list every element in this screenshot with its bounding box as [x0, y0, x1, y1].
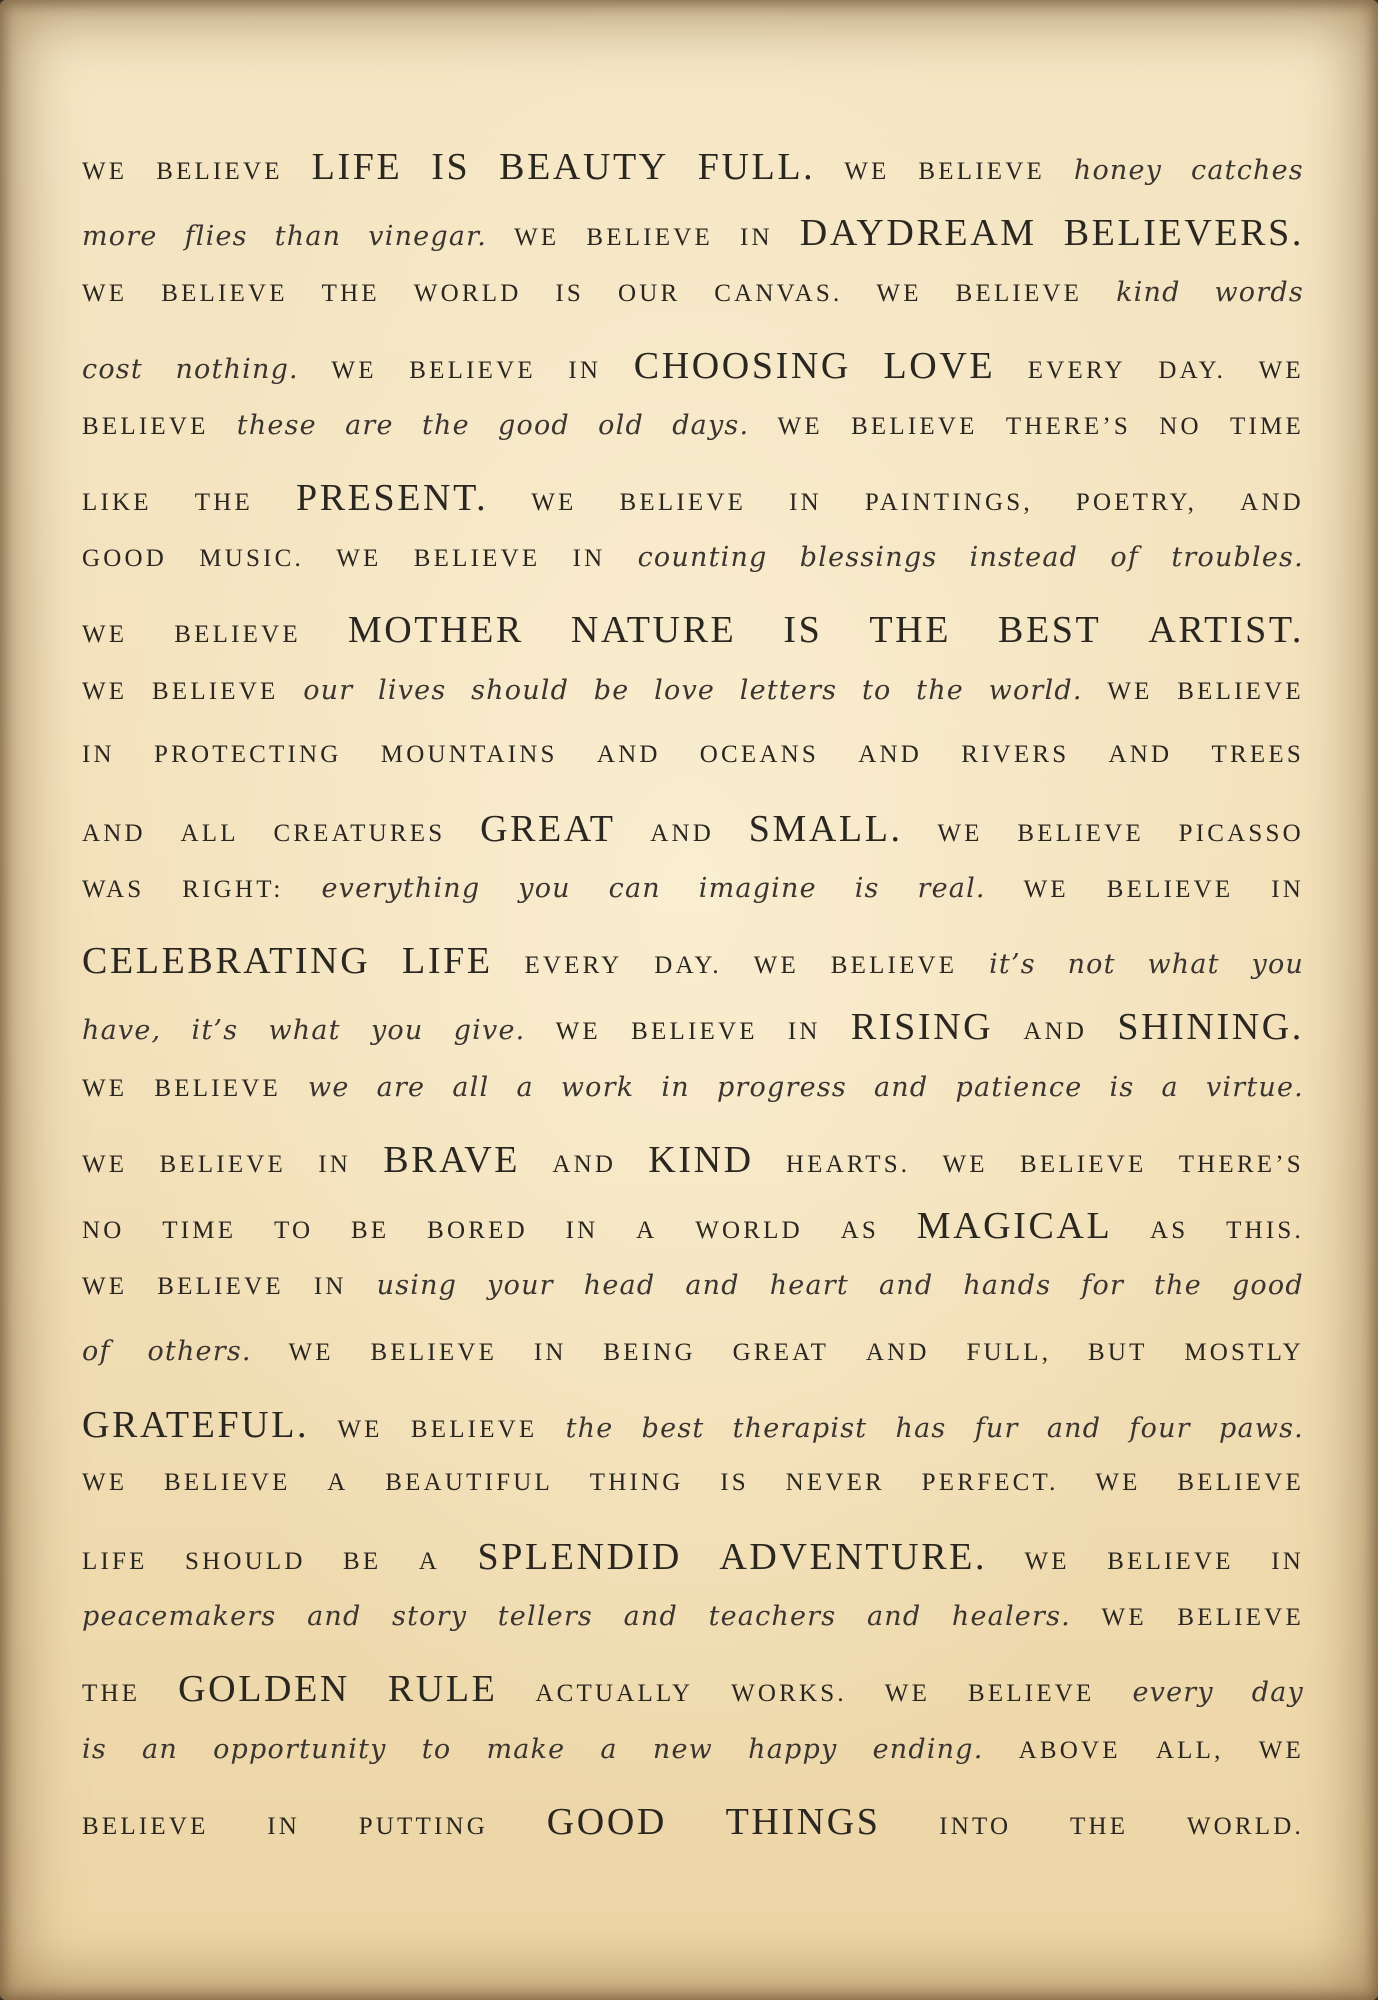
small-caps-word: WE — [336, 545, 382, 573]
italic-phrase-word: patience — [955, 1071, 1083, 1103]
small-caps-word: WE — [1101, 1604, 1147, 1632]
small-caps-word: OCEANS — [699, 740, 820, 768]
small-caps-word: IN — [313, 1273, 347, 1301]
italic-phrase-word: a — [600, 1733, 618, 1765]
manifesto-line — [82, 1204, 1304, 1270]
emphasis-word: GOOD — [546, 1800, 667, 1843]
small-caps-word: BELIEVE — [1106, 876, 1234, 904]
small-caps-word: WE — [82, 1273, 128, 1301]
manifesto-line — [82, 1734, 1304, 1800]
small-caps-word: ALL — [180, 819, 239, 847]
small-caps-word: AND — [596, 740, 661, 768]
small-caps-word: MUSIC. — [199, 545, 304, 573]
emphasis-word: THE — [869, 609, 952, 652]
small-caps-word: EVERY — [1027, 356, 1126, 384]
italic-phrase-word: every — [1132, 1677, 1214, 1709]
small-caps-word: WE — [1023, 876, 1069, 904]
small-caps-word: BELIEVE — [157, 1273, 284, 1301]
italic-phrase-word: what — [268, 1015, 341, 1047]
italic-phrase-word: four — [1129, 1412, 1191, 1444]
small-caps-word: AS — [1150, 1217, 1189, 1244]
emphasis-word: GREAT — [480, 807, 616, 850]
emphasis-word: CHOOSING — [633, 344, 851, 387]
small-caps-word: WE — [876, 280, 922, 308]
italic-phrase-word: and — [623, 1601, 678, 1633]
small-caps-word: WORKS. — [731, 1680, 847, 1708]
italic-phrase-word: the — [565, 1412, 614, 1444]
small-caps-word: AND — [1023, 1018, 1088, 1046]
small-caps-word: WE — [514, 224, 560, 252]
italic-phrase-word: your — [487, 1270, 554, 1302]
small-caps-word: AND — [858, 740, 922, 768]
manifesto-line — [82, 608, 1304, 674]
small-caps-word: IN — [787, 1018, 821, 1046]
small-caps-word: BELIEVE — [156, 158, 283, 185]
italic-phrase-word: new — [652, 1733, 713, 1765]
small-caps-word: HEARTS. — [785, 1150, 911, 1178]
italic-phrase-word: work — [560, 1071, 635, 1103]
small-caps-word: OUR — [617, 280, 681, 308]
italic-phrase-word: you — [1251, 949, 1304, 981]
manifesto-line — [82, 410, 1304, 476]
emphasis-word: LIFE — [402, 940, 493, 983]
small-caps-word: IN — [1271, 1547, 1304, 1575]
italic-phrase-word: happy — [748, 1733, 838, 1765]
italic-phrase-word: old — [598, 409, 644, 441]
italic-phrase-word: honey — [1073, 155, 1163, 186]
small-caps-word: BELIEVE — [1107, 1547, 1234, 1575]
small-caps-word: WE — [288, 1339, 334, 1367]
italic-phrase-word: blessings — [799, 542, 938, 574]
small-caps-word: BELIEVE — [955, 280, 1083, 308]
manifesto-text — [82, 145, 1304, 1866]
small-caps-word: GREAT — [732, 1339, 830, 1367]
italic-phrase-word: cost — [82, 353, 143, 385]
small-caps-word: LIKE — [82, 488, 152, 516]
small-caps-word: WE — [82, 677, 128, 705]
small-caps-word: WE — [82, 621, 128, 649]
small-caps-word: PICASSO — [1178, 819, 1304, 847]
emphasis-word: GOLDEN — [178, 1668, 350, 1711]
manifesto-line — [82, 476, 1304, 542]
small-caps-word: CANVAS. — [714, 280, 843, 308]
italic-phrase-word: love — [654, 674, 716, 706]
italic-phrase-word: everything — [321, 873, 481, 905]
italic-phrase-word: and — [878, 1270, 934, 1302]
emphasis-word: SMALL. — [748, 807, 903, 850]
small-caps-word: AS — [840, 1217, 879, 1244]
italic-phrase-word: make — [486, 1733, 566, 1765]
italic-phrase-word: has — [895, 1412, 947, 1444]
emphasis-word: BEST — [998, 609, 1102, 652]
small-caps-word: WE — [942, 1150, 988, 1178]
small-caps-word: BELIEVE — [1177, 1604, 1304, 1632]
italic-phrase-word: therapist — [732, 1412, 868, 1444]
manifesto-line — [82, 344, 1304, 410]
italic-phrase-word: should — [471, 674, 570, 706]
manifesto-line — [82, 1601, 1304, 1667]
small-caps-word: WE — [82, 1074, 128, 1102]
small-caps-word: THE — [1069, 1812, 1129, 1840]
italic-phrase-word: and — [866, 1601, 922, 1633]
emphasis-word: PRESENT. — [296, 476, 489, 519]
small-caps-word: THERE’S — [1005, 412, 1132, 440]
italic-phrase-word: an — [142, 1733, 178, 1765]
small-caps-word: THERE’S — [1178, 1150, 1304, 1178]
italic-phrase-word: more — [82, 221, 158, 253]
manifesto-line — [82, 1270, 1304, 1336]
manifesto-line — [82, 939, 1304, 1005]
italic-phrase-word: teachers — [708, 1601, 837, 1633]
small-caps-word: THE — [82, 1680, 141, 1708]
italic-phrase-word: flies — [184, 221, 248, 253]
small-caps-word: BELIEVE — [586, 224, 713, 252]
italic-phrase-word: letters — [739, 674, 838, 706]
manifesto-line — [82, 1800, 1304, 1866]
small-caps-word: WORLD — [695, 1217, 803, 1244]
small-caps-word: BELIEVE — [151, 677, 279, 705]
italic-phrase-word: it’s — [191, 1015, 239, 1047]
small-caps-word: IN — [318, 1150, 352, 1178]
italic-phrase-word: are — [376, 1071, 426, 1103]
small-caps-word: BELIEVE — [164, 1468, 291, 1496]
small-caps-word: DAY. — [1158, 356, 1227, 384]
manifesto-line — [82, 873, 1304, 939]
small-caps-word: EVERY — [524, 952, 623, 980]
small-caps-word: A — [327, 1468, 349, 1496]
italic-phrase-word: you — [370, 1015, 424, 1047]
emphasis-word: SHINING. — [1117, 1006, 1304, 1049]
italic-phrase-word: healers. — [951, 1601, 1071, 1633]
small-caps-word: FULL, — [966, 1339, 1052, 1367]
italic-phrase-word: our — [303, 674, 354, 706]
small-caps-word: A — [418, 1547, 441, 1575]
italic-phrase-word: heart — [769, 1270, 849, 1302]
small-caps-word: TIME — [162, 1217, 237, 1244]
small-caps-word: THE — [321, 280, 380, 308]
small-caps-word: IN — [1271, 876, 1304, 904]
italic-phrase-word: virtue. — [1205, 1071, 1304, 1103]
small-caps-word: BELIEVE — [82, 412, 209, 440]
small-caps-word: PUTTING — [358, 1812, 489, 1840]
italic-phrase-word: you — [518, 873, 571, 905]
small-caps-word: IN — [739, 224, 773, 252]
small-caps-word: ALL, — [1155, 1736, 1224, 1764]
small-caps-word: RIVERS — [961, 740, 1070, 768]
italic-phrase-word: fur — [974, 1412, 1019, 1444]
italic-phrase-word: it’s — [989, 949, 1036, 981]
small-caps-word: IN — [789, 488, 822, 516]
small-caps-word: BELIEVE — [161, 280, 288, 308]
italic-phrase-word: using — [376, 1270, 458, 1302]
italic-phrase-word: for — [1081, 1270, 1125, 1302]
small-caps-word: WORLD — [413, 280, 522, 308]
italic-phrase-word: peacemakers — [82, 1601, 277, 1633]
italic-phrase-word: imagine — [698, 873, 817, 905]
small-caps-word: DAY. — [654, 952, 722, 980]
italic-phrase-word: all — [452, 1071, 490, 1103]
italic-phrase-word: is — [82, 1733, 107, 1765]
small-caps-word: BELIEVE — [1019, 1150, 1147, 1178]
manifesto-line — [82, 1667, 1304, 1733]
italic-phrase-word: day — [1251, 1677, 1304, 1709]
small-caps-word: WE — [777, 412, 823, 440]
small-caps-word: BELIEVE — [174, 621, 301, 649]
italic-phrase-word: to — [421, 1733, 452, 1765]
small-caps-word: ACTUALLY — [535, 1680, 694, 1708]
small-caps-word: WE — [1107, 677, 1153, 705]
small-caps-word: WE — [82, 280, 128, 308]
small-caps-word: BELIEVE — [1177, 1468, 1304, 1496]
italic-phrase-word: others. — [147, 1336, 252, 1368]
small-caps-word: BELIEVE — [410, 1415, 538, 1443]
small-caps-word: PERFECT. — [921, 1468, 1059, 1496]
small-caps-word: BELIEVE — [619, 488, 747, 516]
emphasis-word: ADVENTURE. — [719, 1535, 988, 1578]
italic-phrase-word: best — [641, 1412, 705, 1444]
emphasis-word: RISING — [850, 1006, 994, 1049]
small-caps-word: NEVER — [785, 1468, 885, 1496]
italic-phrase-word: kind — [1116, 277, 1181, 309]
italic-phrase-word: a — [516, 1071, 534, 1103]
italic-phrase-word: can — [608, 873, 661, 905]
emphasis-word: BEAUTY — [499, 146, 669, 188]
small-caps-word: WE — [82, 158, 128, 185]
manifesto-line — [82, 211, 1304, 277]
emphasis-word: LIFE — [311, 146, 403, 188]
small-caps-word: BELIEVE — [1017, 819, 1144, 847]
small-caps-word: GOOD — [82, 545, 168, 573]
small-caps-word: PROTECTING — [154, 740, 342, 768]
small-caps-word: POETRY, — [1075, 488, 1198, 516]
small-caps-word: WE — [884, 1680, 931, 1708]
italic-phrase-word: nothing. — [175, 353, 299, 385]
small-caps-word: BELIEVE — [1177, 677, 1304, 705]
emphasis-word: LOVE — [883, 344, 996, 387]
italic-phrase-word: hands — [963, 1270, 1052, 1302]
small-caps-word: BE — [343, 1547, 382, 1575]
small-caps-word: WE — [331, 356, 377, 384]
italic-phrase-word: these — [236, 409, 317, 441]
italic-phrase-word: and — [1046, 1412, 1102, 1444]
italic-phrase-word: story — [392, 1601, 468, 1633]
small-caps-word: AND — [650, 819, 715, 847]
small-caps-word: TIME — [1230, 412, 1304, 440]
small-caps-word: WE — [1258, 356, 1304, 384]
small-caps-word: WE — [337, 1415, 383, 1443]
small-caps-word: BELIEVE — [918, 158, 1045, 185]
italic-phrase-word: the — [916, 674, 964, 706]
small-caps-word: BORED — [427, 1217, 528, 1244]
small-caps-word: NO — [82, 1217, 125, 1244]
italic-phrase-word: counting — [637, 542, 768, 574]
small-caps-word: NO — [1159, 412, 1202, 440]
small-caps-word: CREATURES — [273, 819, 446, 847]
manifesto-line — [82, 1535, 1304, 1601]
italic-phrase-word: vinegar. — [368, 221, 488, 253]
small-caps-word: TREES — [1211, 740, 1304, 768]
italic-phrase-word: and — [307, 1601, 362, 1633]
small-caps-word: LIFE — [82, 1547, 148, 1575]
italic-phrase-word: real. — [917, 873, 986, 905]
italic-phrase-word: head — [583, 1270, 656, 1302]
small-caps-word: IN — [533, 1339, 567, 1367]
small-caps-word: BUT — [1087, 1339, 1148, 1367]
small-caps-word: BEAUTIFUL — [385, 1468, 553, 1496]
manifesto-line — [82, 1469, 1304, 1535]
italic-phrase-word: of — [82, 1336, 111, 1368]
emphasis-word: KIND — [648, 1138, 754, 1181]
italic-phrase-word: good — [498, 409, 570, 441]
small-caps-word: AND — [552, 1150, 617, 1178]
italic-phrase-word: catches — [1191, 155, 1304, 186]
italic-phrase-word: what — [1147, 949, 1220, 981]
italic-phrase-word: a — [1161, 1071, 1179, 1103]
emphasis-word: NATURE — [570, 609, 737, 652]
small-caps-word: WE — [555, 1018, 601, 1046]
italic-phrase-word: world. — [988, 674, 1083, 706]
italic-phrase-word: of — [1110, 542, 1140, 574]
manifesto-line — [82, 542, 1304, 608]
small-caps-word: IN — [568, 356, 602, 384]
italic-phrase-word: is — [854, 873, 880, 905]
small-caps-word: BELIEVE — [154, 1074, 281, 1102]
small-caps-word: WORLD. — [1186, 1812, 1304, 1840]
small-caps-word: WE — [937, 819, 983, 847]
manifesto-line — [82, 1072, 1304, 1138]
small-caps-word: BELIEVE — [409, 356, 536, 384]
italic-phrase-word: are — [345, 409, 394, 441]
small-caps-word: IN — [267, 1812, 301, 1840]
small-caps-word: RIGHT: — [182, 876, 284, 904]
emphasis-word: MOTHER — [347, 609, 524, 652]
small-caps-word: AND — [1240, 488, 1304, 516]
italic-phrase-word: paws. — [1219, 1412, 1304, 1444]
small-caps-word: THING — [589, 1468, 684, 1496]
small-caps-word: IN — [565, 1217, 599, 1244]
emphasis-word: SPLENDID — [477, 1535, 682, 1578]
italic-phrase-word: ending. — [872, 1733, 984, 1765]
small-caps-word: PAINTINGS, — [864, 488, 1033, 516]
small-caps-word: TO — [273, 1217, 314, 1244]
emphasis-word: THINGS — [725, 1800, 881, 1843]
small-caps-word: BELIEVE — [830, 952, 958, 980]
small-caps-word: WE — [531, 488, 577, 516]
italic-phrase-word: words — [1214, 277, 1304, 309]
small-caps-word: IS — [555, 280, 585, 308]
italic-phrase-word: is — [1109, 1071, 1135, 1103]
italic-phrase-word: to — [861, 674, 892, 706]
manifesto-line — [82, 741, 1304, 807]
small-caps-word: BELIEVE — [631, 1018, 758, 1046]
italic-phrase-word: have, — [82, 1015, 162, 1047]
italic-phrase-word: instead — [969, 542, 1079, 574]
italic-phrase-word: good — [1231, 1270, 1304, 1302]
small-caps-word: WE — [82, 1468, 128, 1496]
small-caps-word: WE — [1258, 1736, 1304, 1764]
italic-phrase-word: the — [1154, 1270, 1202, 1302]
small-caps-word: BELIEVE — [967, 1680, 1095, 1708]
italic-phrase-word: be — [593, 674, 630, 706]
small-caps-word: AND — [82, 819, 146, 847]
small-caps-word: WAS — [82, 876, 145, 904]
italic-phrase-word: days. — [672, 409, 750, 441]
small-caps-word: IS — [720, 1468, 749, 1496]
small-caps-word: AND — [1108, 740, 1173, 768]
manifesto-line — [82, 145, 1304, 211]
emphasis-word: BRAVE — [383, 1138, 521, 1181]
small-caps-word: BELIEVE — [413, 545, 541, 573]
manifesto-line — [82, 1005, 1304, 1071]
small-caps-word: BELIEVE — [159, 1150, 287, 1178]
small-caps-word: WE — [1095, 1468, 1141, 1496]
italic-phrase-word: we — [308, 1071, 350, 1103]
small-caps-word: IN — [572, 545, 606, 573]
emphasis-word: GRATEFUL. — [82, 1403, 310, 1446]
italic-phrase-word: the — [421, 409, 470, 441]
emphasis-word: IS — [431, 146, 471, 188]
small-caps-word: SHOULD — [185, 1547, 306, 1575]
small-caps-word: WE — [1024, 1547, 1070, 1575]
manifesto-line — [82, 1138, 1304, 1204]
small-caps-word: MOSTLY — [1184, 1339, 1304, 1367]
small-caps-word: A — [636, 1217, 658, 1244]
italic-phrase-word: in — [661, 1071, 690, 1103]
emphasis-word: IS — [783, 609, 823, 652]
italic-phrase-word: than — [274, 221, 342, 253]
manifesto-line — [82, 1403, 1304, 1469]
italic-phrase-word: progress — [716, 1071, 847, 1103]
small-caps-word: BELIEVE — [851, 412, 978, 440]
manifesto-line — [82, 277, 1304, 343]
small-caps-word: BELIEVE — [82, 1812, 209, 1840]
italic-phrase-word: and — [874, 1071, 929, 1103]
small-caps-word: WE — [753, 952, 799, 980]
small-caps-word: BELIEVE — [370, 1339, 498, 1367]
italic-phrase-word: give. — [453, 1015, 526, 1047]
italic-phrase-word: troubles. — [1171, 542, 1304, 574]
emphasis-word: RULE — [387, 1668, 498, 1711]
small-caps-word: AND — [865, 1339, 930, 1367]
emphasis-word: ARTIST. — [1148, 609, 1304, 652]
italic-phrase-word: not — [1067, 949, 1116, 981]
emphasis-word: MAGICAL — [916, 1205, 1113, 1247]
small-caps-word: INTO — [939, 1812, 1012, 1840]
manifesto-line — [82, 1336, 1304, 1402]
small-caps-word: THE — [194, 488, 253, 516]
small-caps-word: WE — [82, 1150, 128, 1178]
small-caps-word: BEING — [603, 1339, 696, 1367]
emphasis-word: DAYDREAM — [799, 212, 1037, 255]
manifesto-line — [82, 675, 1304, 741]
small-caps-word: WE — [844, 158, 890, 185]
italic-phrase-word: tellers — [497, 1601, 593, 1633]
manifesto-line — [82, 807, 1304, 873]
small-caps-word: MOUNTAINS — [380, 740, 558, 768]
emphasis-word: BELIEVERS. — [1063, 212, 1304, 255]
small-caps-word: ABOVE — [1018, 1736, 1121, 1764]
small-caps-word: THIS. — [1226, 1217, 1304, 1244]
small-caps-word: IN — [82, 740, 115, 768]
italic-phrase-word: and — [685, 1270, 740, 1302]
emphasis-word: CELEBRATING — [82, 940, 371, 983]
emphasis-word: FULL. — [697, 146, 816, 188]
italic-phrase-word: opportunity — [213, 1733, 387, 1765]
italic-phrase-word: lives — [378, 674, 447, 706]
small-caps-word: BE — [351, 1217, 390, 1244]
